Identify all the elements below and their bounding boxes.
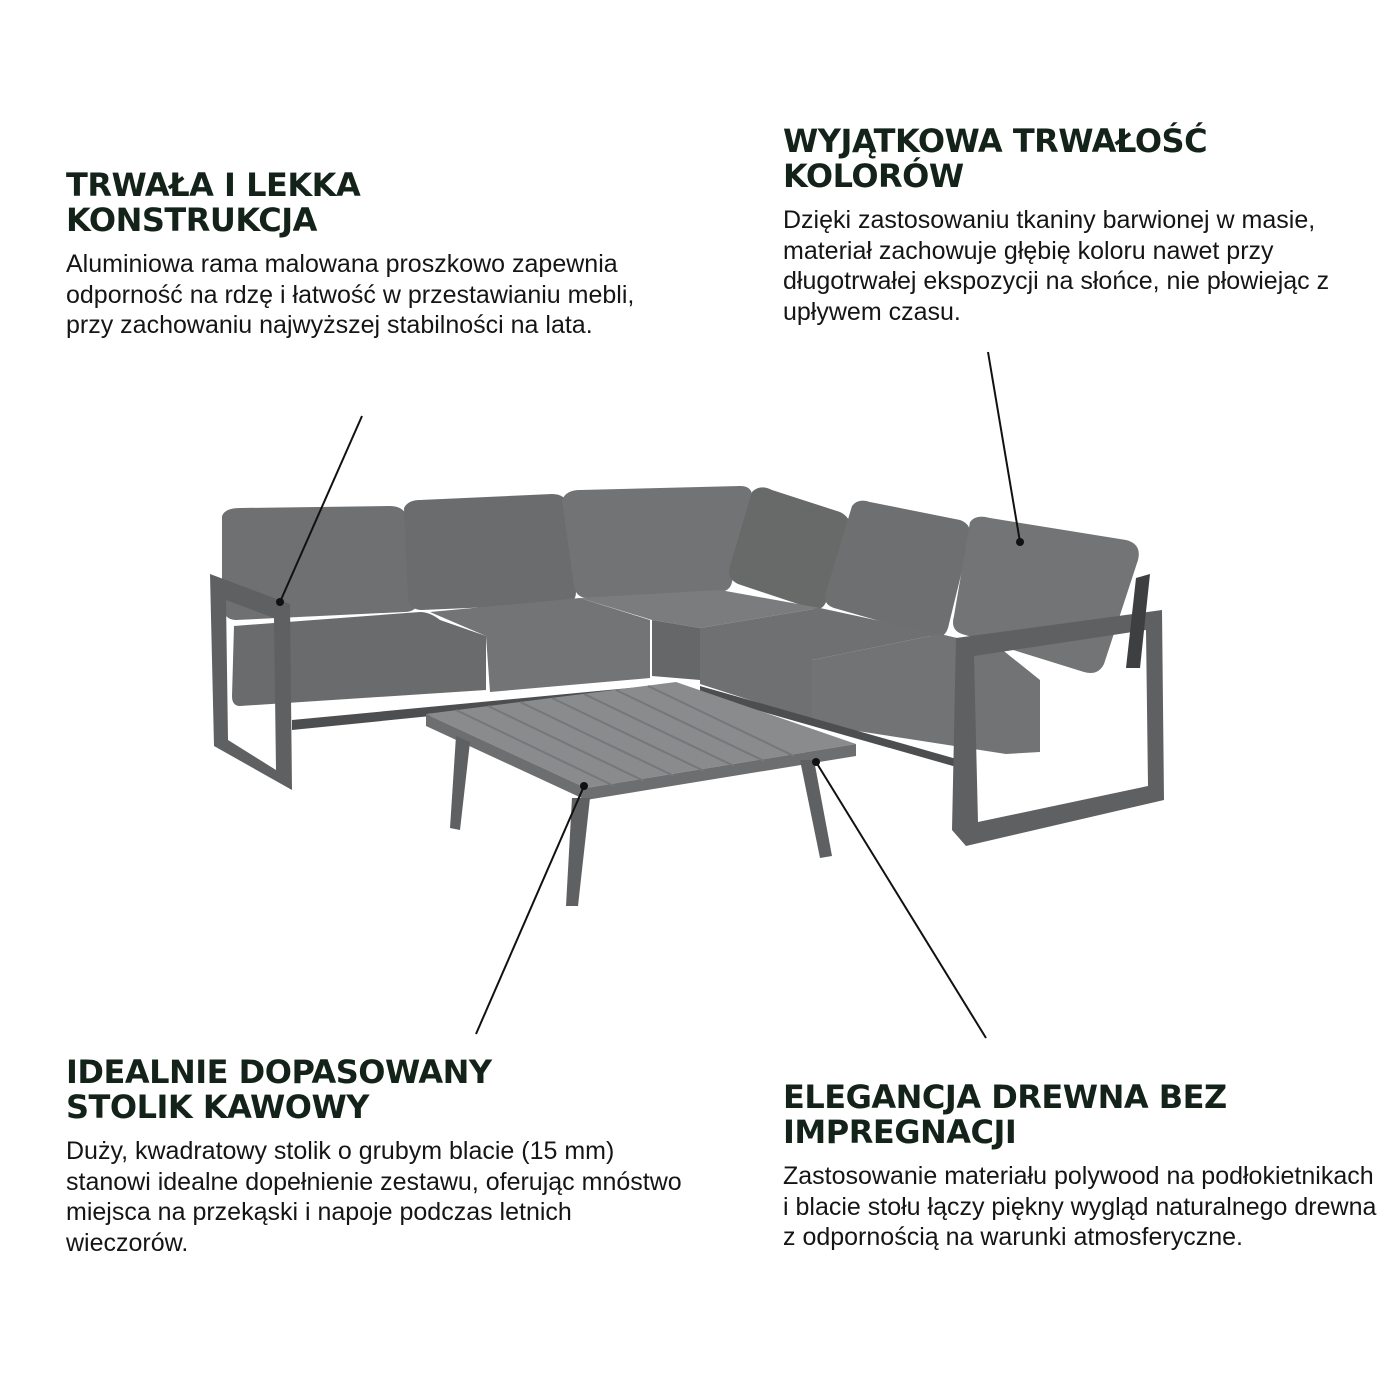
callout-dot-table	[580, 782, 588, 790]
feature-wood-elegance	[783, 1080, 1383, 1253]
feature-construction-text: Aluminiowa rama malowana proszkowo zapewnia odporność na rdzę i łatwość w przestawianiu mebli, przy zachowaniu najwyższej stabilności na lata.	[66, 250, 635, 340]
table-leg-1	[450, 736, 470, 830]
feature-color-durability-title: WYJĄTKOWA TRWAŁOŚĆ KOLORÓW	[783, 122, 1208, 195]
feature-coffee-table-text: Duży, kwadratowy stolik o grubym blacie (15 mm) stanowi idealne dopełnienie zestawu, oferując mnóstwo miejsca na przekąski i napoje podczas letnich wieczorów.	[66, 1137, 682, 1257]
table-leg-2	[566, 798, 590, 906]
callout-dot-fabric	[1016, 538, 1024, 546]
feature-coffee-table-title: IDEALNIE DOPASOWANY STOLIK KAWOWY	[66, 1053, 492, 1126]
table-leg-3	[800, 760, 832, 858]
seat-cushion-1	[232, 612, 486, 706]
feature-color-durability	[783, 124, 1383, 327]
feature-construction-title: TRWAŁA I LEKKA KONSTRUKCJA	[66, 166, 361, 239]
feature-coffee-table	[66, 1055, 686, 1258]
back-cushion-2	[404, 494, 576, 610]
feature-construction	[66, 168, 666, 341]
callout-dot-frame	[276, 598, 284, 606]
back-cushion-3	[562, 486, 752, 598]
callout-dot-polywood	[812, 758, 820, 766]
feature-wood-elegance-title: ELEGANCJA DREWNA BEZ IMPREGNACJI	[783, 1078, 1227, 1151]
callout-line-fabric	[988, 352, 1020, 542]
feature-wood-elegance-text: Zastosowanie materiału polywood na podłokietnikach i blacie stołu łączy piękny wygląd naturalnego drewna z odpornością na warunki atmosferyczne.	[783, 1162, 1377, 1252]
callout-line-table	[476, 786, 584, 1034]
seat-cushion-corner	[652, 620, 700, 680]
feature-color-durability-text: Dzięki zastosowaniu tkaniny barwionej w masie, materiał zachowuje głębię koloru nawet przy długotrwałej ekspozycji na słońce, nie płowiejąc z upływem czasu.	[783, 206, 1330, 326]
